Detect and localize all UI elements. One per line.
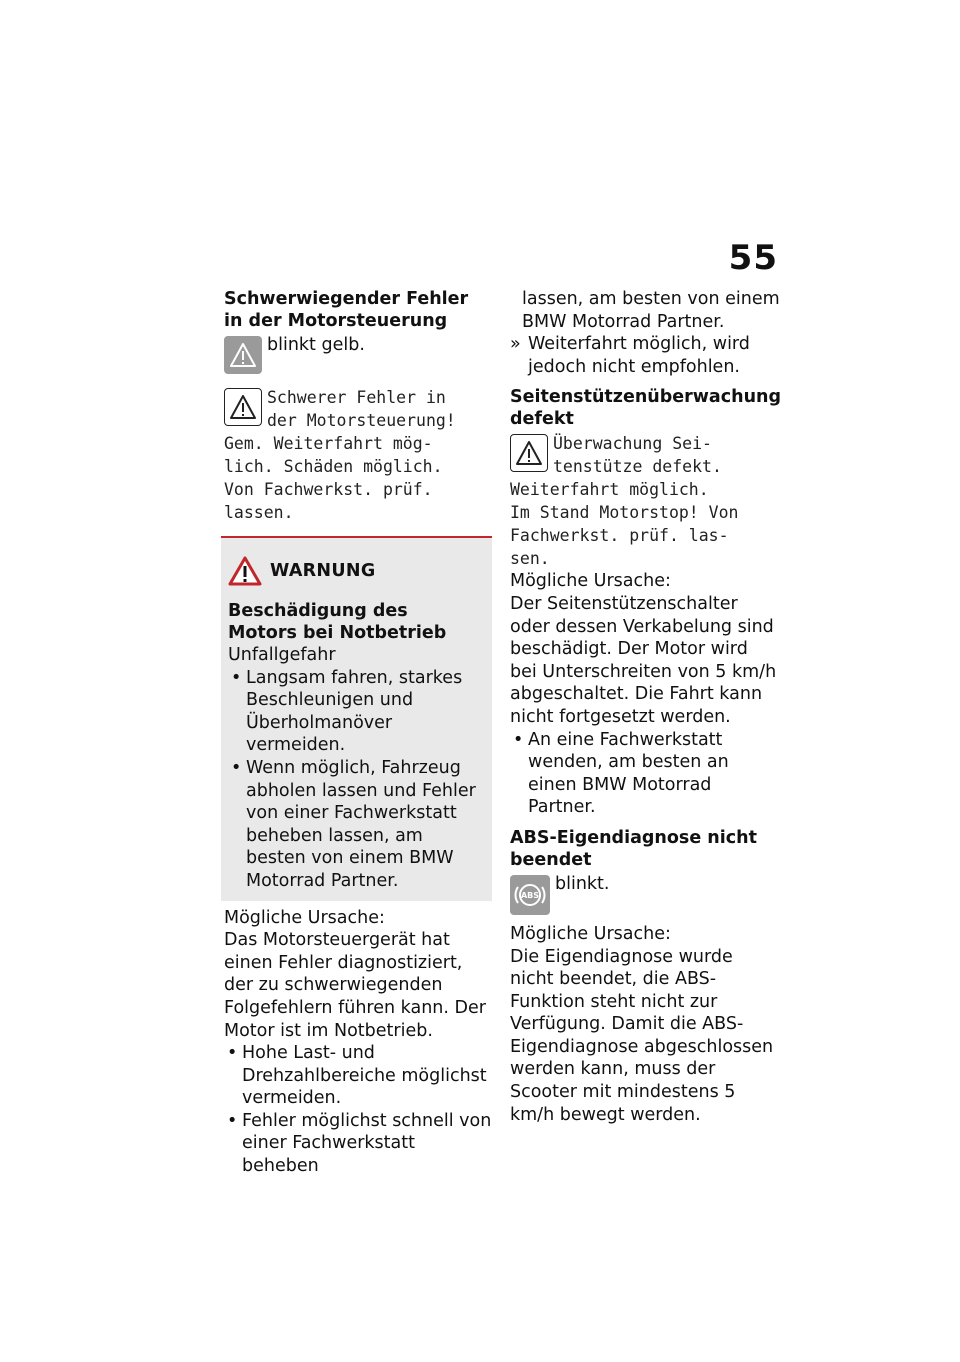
- action-bullet-list: [510, 729, 780, 819]
- warning-title: Beschädigung des Motors bei Notbetrieb: [228, 601, 447, 643]
- display-message-line: Überwachung Sei-: [553, 434, 712, 454]
- cause-label: Mögliche Ursache:: [510, 923, 671, 944]
- indicator-text: blinkt.: [555, 873, 610, 894]
- left-column: [224, 288, 492, 1178]
- cause-text: Der Seitenstützenschalter oder dessen Verkabelung sind beschädigt. Der Motor wird bei Unterschreiten von 5 km/h abgeschaltet. Die Fahrt kann nicht fortgesetzt werden.: [510, 593, 777, 727]
- warning-triangle-outline-icon: [510, 434, 548, 472]
- display-message-row: [224, 386, 492, 432]
- warning-header: [228, 556, 482, 586]
- list-item: • Fehler möglichst schnell von einer Fachwerkstatt beheben: [224, 1110, 492, 1178]
- continued-text: lassen, am besten von einem BMW Motorrad Partner.: [522, 289, 780, 332]
- warning-triangle-icon: [224, 336, 262, 374]
- list-item: • Hohe Last- und Drehzahlbereiche möglichst vermeiden.: [224, 1042, 492, 1110]
- list-item: • Wenn möglich, Fahrzeug abholen lassen und Fehler von einer Fachwerkstatt beheben lassen, am besten von einem BMW Motorrad Partner.: [228, 757, 482, 893]
- warning-sign-icon: [228, 556, 262, 586]
- display-message-continued: Gem. Weiterfahrt mög- lich. Schäden möglich. Von Fachwerkst. prüf. lassen.: [224, 434, 443, 522]
- right-column: [510, 288, 780, 1126]
- chevron-list: [510, 333, 780, 378]
- indicator-row: [224, 334, 492, 374]
- warning-subtitle: Unfallgefahr: [228, 645, 336, 665]
- page-number: 55: [728, 238, 778, 278]
- warning-label: WARNUNG: [270, 561, 376, 581]
- cause-label: Mögliche Ursache:: [510, 571, 671, 592]
- cause-text: Das Motorsteuergerät hat einen Fehler diagnostiziert, der zu schwerwiegenden Folgefehlern führen kann. Der Motor ist im Notbetrieb.: [224, 930, 486, 1041]
- indicator-text: blinkt gelb.: [267, 335, 365, 355]
- list-item: • Langsam fahren, starkes Beschleunigen und Überholmanöver vermeiden.: [228, 667, 482, 757]
- display-message-line: tenstütze defekt.: [553, 457, 722, 477]
- display-message-continued: Weiterfahrt möglich. Im Stand Motorstop! Von Fachwerkst. prüf. las- sen.: [510, 480, 739, 569]
- cause-text: Die Eigendiagnose wurde nicht beendet, die ABS-Funktion steht nicht zur Verfügung. Damit die ABS-Eigendiagnose abgeschlossen werden kann, muss der Scooter mit mindestens 5 km/h bewegt werden.: [510, 946, 774, 1125]
- list-item: » Weiterfahrt möglich, wird jedoch nicht empfohlen.: [510, 333, 780, 378]
- abs-icon: [510, 875, 550, 915]
- display-message-row: [510, 432, 780, 478]
- section-heading-engine-fault: Schwerwiegender Fehler in der Motorsteuerung: [224, 289, 469, 331]
- abs-icon-text: ABS: [520, 890, 540, 900]
- display-message-line: der Motorsteuerung!: [267, 411, 456, 430]
- warning-bullet-list: [228, 667, 482, 893]
- indicator-row: [510, 873, 780, 915]
- display-message-line: Schwerer Fehler in: [267, 388, 446, 407]
- action-bullet-list: [224, 1042, 492, 1178]
- warning-box: [221, 536, 492, 901]
- section-heading-side-stand: Seitenstützenüberwachung defekt: [510, 387, 782, 430]
- cause-label: Mögliche Ursache:: [224, 907, 385, 928]
- list-item: • An eine Fachwerkstatt wenden, am besten an einen BMW Motorrad Partner.: [510, 729, 780, 819]
- warning-triangle-outline-icon: [224, 388, 262, 426]
- section-heading-abs: ABS-Eigendiagnose nicht beendet: [510, 827, 757, 870]
